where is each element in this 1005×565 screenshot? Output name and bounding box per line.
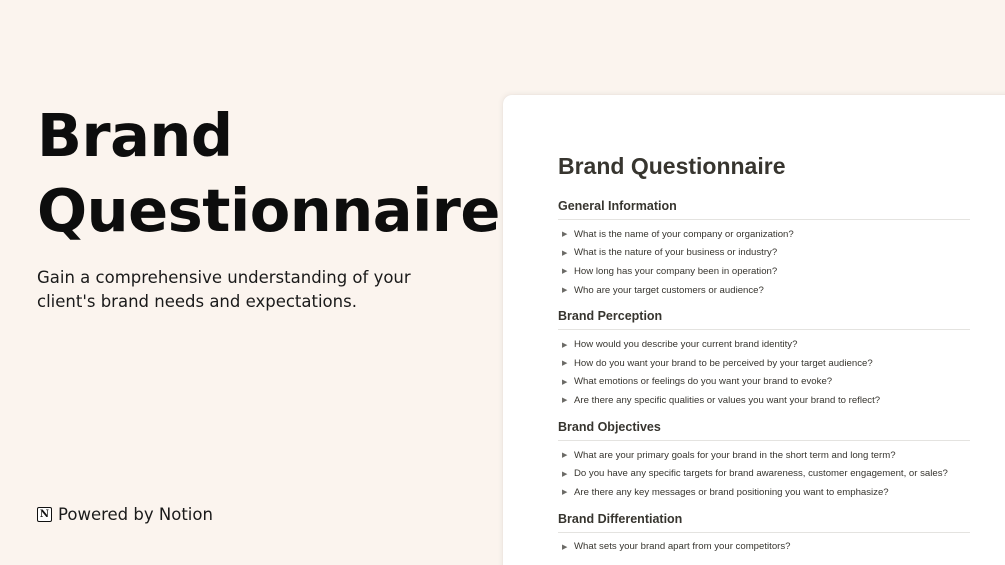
doc-section (558, 308, 970, 409)
hero-title (37, 98, 500, 248)
doc-section (558, 511, 970, 557)
section-heading: Brand Objectives (558, 419, 970, 441)
toggle-item[interactable] (558, 538, 970, 557)
triangle-right-icon[interactable]: ▶ (562, 489, 568, 497)
section-heading: Brand Perception (558, 308, 970, 330)
triangle-right-icon[interactable]: ▶ (562, 268, 568, 276)
toggle-item[interactable] (558, 262, 970, 281)
toggle-item-label: Are there any key messages or brand positioning you want to emphasize? (574, 486, 889, 498)
toggle-item[interactable] (558, 391, 970, 410)
triangle-right-icon[interactable]: ▶ (562, 470, 568, 478)
powered-by-notion[interactable] (37, 505, 213, 524)
toggle-item-label: How would you describe your current brand identity? (574, 339, 798, 351)
toggle-item[interactable] (558, 373, 970, 392)
triangle-right-icon[interactable]: ▶ (562, 249, 568, 257)
toggle-item[interactable] (558, 354, 970, 373)
toggle-item-label: What is the nature of your business or industry? (574, 247, 778, 259)
toggle-item[interactable] (558, 225, 970, 244)
doc-title: Brand Questionnaire (558, 153, 786, 179)
notion-logo-icon: N (37, 507, 52, 522)
hero-title-line-2: Questionnaire (37, 176, 500, 245)
doc-body (558, 198, 970, 565)
triangle-right-icon[interactable]: ▶ (562, 231, 568, 239)
toggle-item-label: Are there any specific qualities or values you want your brand to reflect? (574, 394, 881, 406)
triangle-right-icon[interactable]: ▶ (562, 341, 568, 349)
triangle-right-icon[interactable]: ▶ (562, 543, 568, 551)
powered-by-label: Powered by Notion (58, 505, 213, 524)
toggle-item-label: How long has your company been in operation? (574, 265, 778, 277)
toggle-item-label: How do you want your brand to be perceived by your target audience? (574, 357, 873, 369)
toggle-item[interactable] (558, 483, 970, 502)
triangle-right-icon[interactable]: ▶ (562, 360, 568, 368)
toggle-item[interactable] (558, 464, 970, 483)
toggle-item[interactable] (558, 446, 970, 465)
triangle-right-icon[interactable]: ▶ (562, 397, 568, 405)
triangle-right-icon[interactable]: ▶ (562, 452, 568, 460)
document-preview-card (503, 95, 1005, 565)
toggle-item-label: What is the name of your company or organization? (574, 228, 794, 240)
toggle-item-label: What sets your brand apart from your competitors? (574, 541, 791, 553)
toggle-item-label: What emotions or feelings do you want your brand to evoke? (574, 376, 833, 388)
section-heading: General Information (558, 198, 970, 220)
triangle-right-icon[interactable]: ▶ (562, 378, 568, 386)
hero-title-line-1: Brand (37, 101, 233, 170)
doc-section (558, 198, 970, 299)
triangle-right-icon[interactable]: ▶ (562, 287, 568, 295)
hero-subtitle: Gain a comprehensive understanding of your client's brand needs and expectations. (37, 268, 411, 311)
toggle-item-label: Who are your target customers or audience? (574, 284, 764, 296)
toggle-item[interactable] (558, 281, 970, 300)
toggle-item[interactable] (558, 335, 970, 354)
doc-section (558, 419, 970, 502)
toggle-item-label: What are your primary goals for your brand in the short term and long term? (574, 449, 896, 461)
section-heading: Brand Differentiation (558, 511, 970, 533)
toggle-item-label: Do you have any specific targets for brand awareness, customer engagement, or sales? (574, 468, 948, 480)
toggle-item[interactable] (558, 244, 970, 263)
